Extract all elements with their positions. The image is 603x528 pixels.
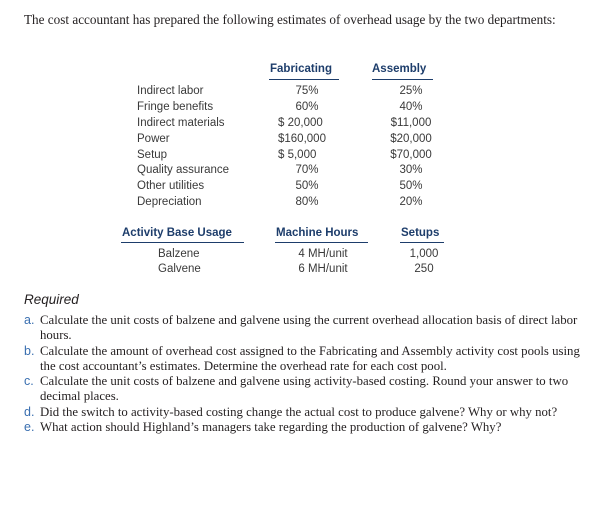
asm-cell: $11,000: [390, 116, 432, 129]
asm-cell: 25%: [399, 85, 423, 97]
asm-cell: 20%: [399, 196, 423, 209]
question-item: [24, 374, 584, 405]
header-underline: [400, 242, 444, 243]
row-label: Fringe benefits: [137, 100, 214, 113]
question-item: [24, 313, 584, 344]
header-machine-hours: Machine Hours: [276, 227, 359, 239]
header-fabricating: Fabricating: [270, 63, 332, 75]
required-heading: Required: [24, 292, 79, 307]
row-labels: [137, 84, 229, 211]
asm-cell: 50%: [399, 180, 423, 193]
mh-cell: 4 MH/unit: [298, 248, 348, 260]
fab-cell: 80%: [295, 196, 319, 209]
row-label: Indirect labor: [137, 85, 204, 97]
header-setups: Setups: [401, 227, 440, 239]
header-underline: [275, 242, 368, 243]
header-underline: [372, 79, 433, 80]
asm-cell: $20,000: [390, 132, 432, 145]
fab-cell: $ 20,000: [278, 116, 323, 129]
row-label: Indirect materials: [137, 116, 225, 129]
machine-hours-column: [280, 247, 366, 276]
question-text: Calculate the unit costs of balzene and galvene using the current overhead allocation basis of direct labor hours.: [40, 313, 578, 343]
question-letter: d.: [24, 404, 35, 419]
question-text: Calculate the amount of overhead cost assigned to the Fabricating and Assembly activity cost pools using the cost accountant’s estimates. Determine the overhead rate for each cost pool.: [40, 343, 580, 373]
row-label: Setup: [137, 148, 168, 161]
header-assembly: Assembly: [372, 63, 427, 75]
fabricating-column: [271, 84, 343, 211]
question-letter: c.: [24, 374, 34, 389]
asm-cell: 30%: [399, 164, 423, 177]
row-label: Quality assurance: [137, 164, 230, 177]
fab-cell: 70%: [295, 164, 319, 177]
fab-cell: 75%: [295, 85, 319, 97]
activity-row-label: Galvene: [158, 262, 201, 275]
question-letter: a.: [24, 313, 35, 327]
fab-cell: 60%: [295, 100, 319, 113]
questions-list: [24, 313, 584, 435]
question-text: What action should Highland’s managers take regarding the production of galvene? Why?: [40, 420, 502, 435]
row-label: Power: [137, 132, 170, 145]
assembly-column: [378, 84, 444, 211]
row-label: Depreciation: [137, 196, 202, 209]
question-text: Did the switch to activity-based costing change the actual cost to produce galvene? Why or why not?: [40, 404, 558, 419]
activity-row-label: Balzene: [158, 248, 200, 260]
question-letter: b.: [24, 343, 35, 358]
header-activity-base-usage: Activity Base Usage: [122, 227, 232, 239]
setups-cell: 1,000: [409, 248, 439, 260]
setups-column: [400, 247, 448, 276]
fab-cell: $160,000: [278, 132, 326, 145]
fab-cell: $ 5,000: [278, 148, 317, 161]
question-letter: e.: [24, 420, 35, 435]
intro-text: The cost accountant has prepared the following estimates of overhead usage by the two departments:: [24, 12, 556, 27]
question-item: [24, 344, 584, 375]
question-text: Calculate the unit costs of balzene and galvene using activity-based costing. Round your answer to two decimal places.: [40, 374, 569, 404]
mh-cell: 6 MH/unit: [298, 262, 348, 275]
fab-cell: 50%: [295, 180, 319, 193]
setups-cell: 250: [414, 262, 434, 275]
header-underline: [269, 79, 339, 80]
header-underline: [121, 242, 244, 243]
row-label: Other utilities: [137, 180, 205, 193]
asm-cell: $70,000: [390, 148, 432, 161]
question-item: [24, 420, 584, 435]
question-item: [24, 405, 584, 420]
asm-cell: 40%: [399, 100, 423, 113]
activity-row-labels: [158, 247, 201, 276]
